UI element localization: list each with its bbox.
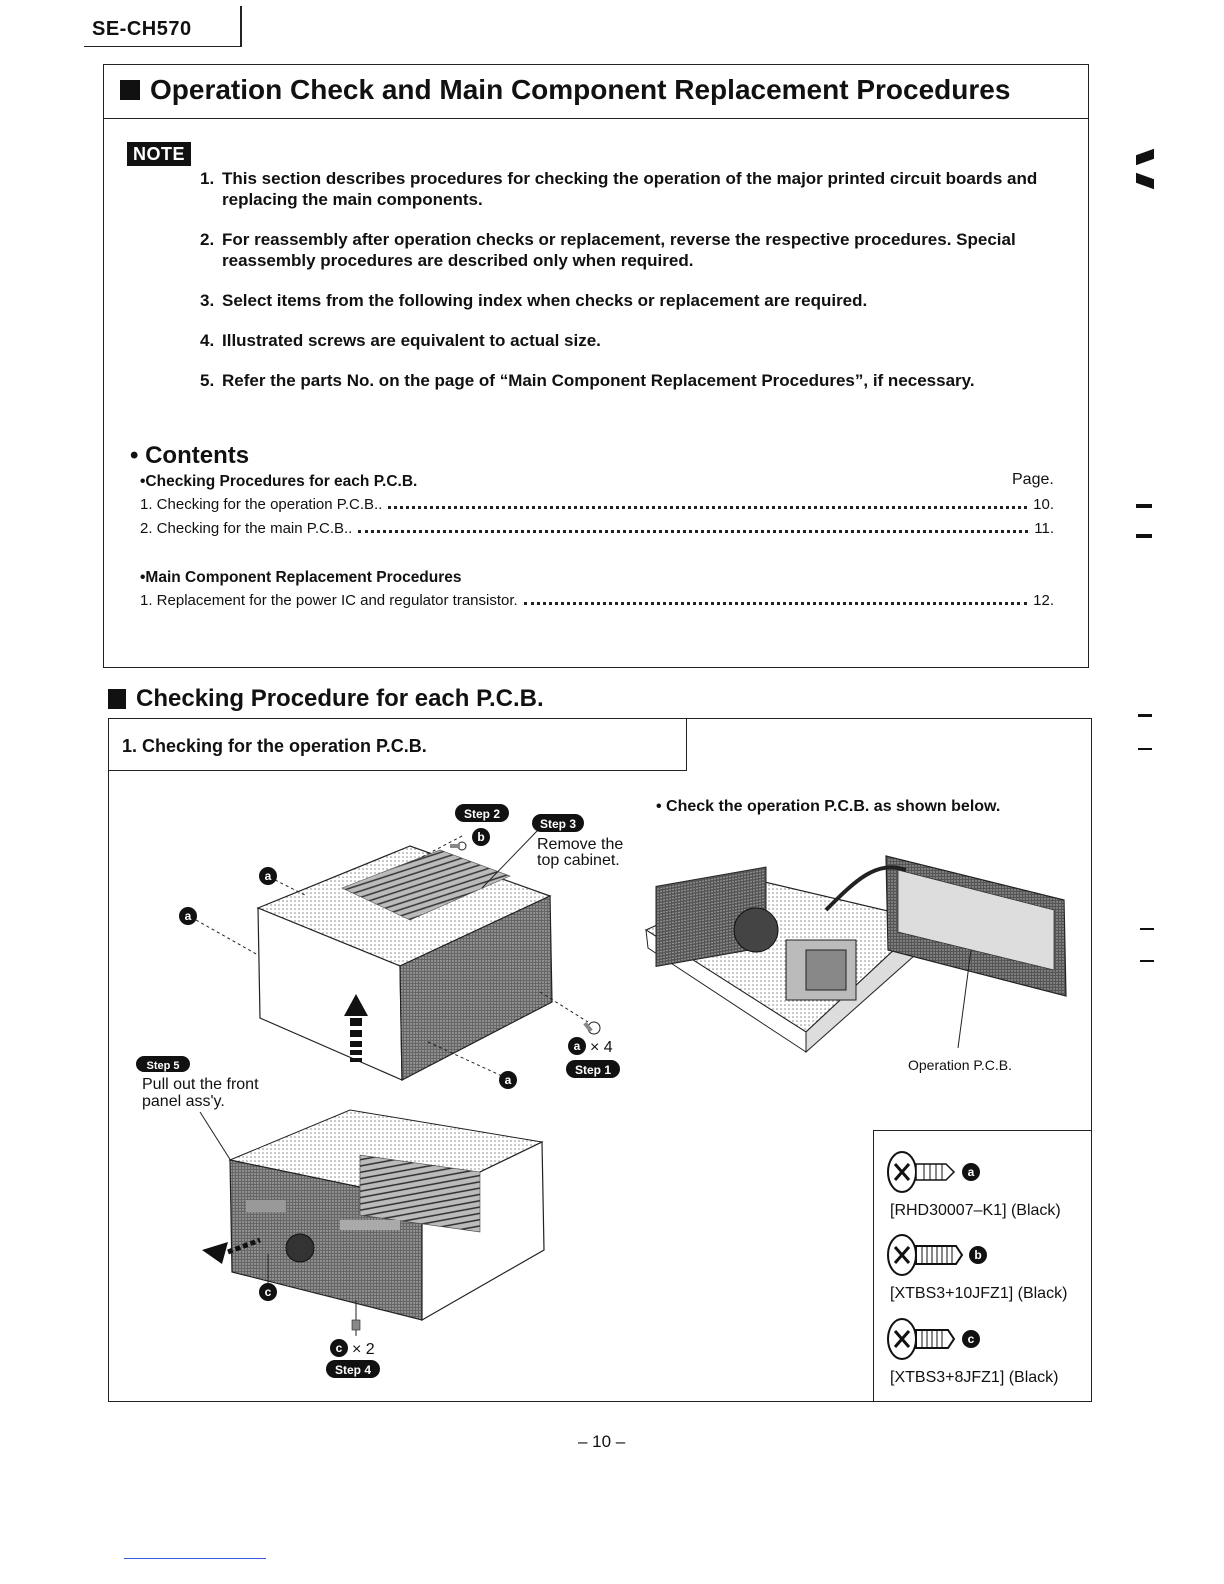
screw-part-code: [RHD30007–K1] (Black) — [890, 1202, 1061, 1219]
note-item: 1. This section describes procedures for checking the operation of the major printed circuit boards and replacing the main components. — [200, 169, 1038, 209]
screw-label-b — [472, 828, 490, 846]
contents-title: • Contents — [130, 442, 250, 469]
svg-text:a: a — [264, 869, 272, 883]
step3-leader — [482, 830, 538, 888]
header-divider — [240, 6, 242, 46]
disassembly-illustration — [110, 780, 650, 1395]
page-number: – 10 – — [578, 1432, 626, 1451]
header-underline — [84, 46, 242, 47]
svg-text:Step 3: Step 3 — [539, 817, 577, 831]
note-item: 3. Select items from the following index when checks or replacement are required. — [200, 291, 868, 310]
screw-part-code: [XTBS3+10JFZ1] (Black) — [890, 1285, 1068, 1302]
step2-badge — [455, 804, 509, 822]
svg-text:c: c — [264, 1285, 272, 1299]
svg-text:Step 1: Step 1 — [574, 1063, 612, 1077]
note-badge: NOTE — [127, 142, 191, 166]
margin-mark — [1140, 960, 1154, 962]
footer-rule — [124, 1558, 266, 1559]
step3-caption: Remove the — [537, 836, 624, 853]
screw-part-code: [XTBS3+8JFZ1] (Black) — [890, 1369, 1059, 1386]
step3-caption: top cabinet. — [537, 852, 620, 869]
screw-a-icon — [583, 1022, 600, 1034]
check-instruction: • Check the operation P.C.B. as shown below. — [656, 798, 1001, 815]
screw-a-icon — [884, 1150, 994, 1194]
screw-qty-a — [568, 1037, 613, 1056]
margin-mark — [1136, 149, 1154, 166]
note-item: 4. Illustrated screws are equivalent to actual size. — [200, 331, 601, 350]
note-list — [200, 168, 1040, 410]
svg-text:× 2: × 2 — [352, 1341, 375, 1358]
margin-mark — [1138, 748, 1152, 750]
screw-b-icon — [450, 842, 466, 850]
contents-group-title: •Checking Procedures for each P.C.B. — [140, 473, 418, 490]
svg-text:Step 5: Step 5 — [146, 1060, 180, 1072]
screw-label-a — [499, 1071, 517, 1089]
svg-text:c: c — [967, 1332, 975, 1346]
chassis-with-front-panel — [230, 1110, 544, 1320]
step5-badge — [136, 1056, 190, 1072]
screw-label-c — [259, 1283, 277, 1301]
top-cabinet — [258, 846, 552, 1080]
svg-text:a: a — [967, 1165, 975, 1179]
operation-pcb-label: Operation P.C.B. — [908, 1057, 1013, 1073]
section-title — [120, 74, 1010, 106]
screw-b-icon — [884, 1233, 994, 1277]
svg-text:a: a — [573, 1039, 581, 1053]
svg-text:Step 2: Step 2 — [463, 807, 501, 821]
step1-badge — [566, 1060, 620, 1078]
svg-text:a: a — [504, 1073, 512, 1087]
margin-mark — [1140, 928, 1154, 930]
svg-text:b: b — [974, 1248, 982, 1262]
section-title-text: Operation Check and Main Component Replacement Procedures — [150, 74, 1011, 105]
square-bullet-icon — [108, 689, 126, 709]
toc-entry[interactable]: 1. Checking for the operation P.C.B.. 10. — [140, 496, 1054, 513]
screw-c-icon — [884, 1317, 994, 1361]
step3-badge — [532, 814, 584, 832]
square-bullet-icon — [120, 80, 140, 100]
svg-text:Step 4: Step 4 — [334, 1363, 372, 1377]
svg-text:a: a — [184, 909, 192, 923]
step4-badge — [326, 1360, 380, 1378]
subsection-title: 1. Checking for the operation P.C.B. — [122, 736, 427, 756]
step5-caption: panel ass'y. — [142, 1093, 225, 1110]
margin-mark — [1136, 504, 1152, 508]
margin-mark — [1136, 534, 1152, 538]
screw-c-icon — [352, 1320, 360, 1330]
toc-entry[interactable]: 1. Replacement for the power IC and regulator transistor. 12. — [140, 592, 1054, 609]
note-item: 5. Refer the parts No. on the page of “Main Component Replacement Procedures”, if necessary. — [200, 371, 975, 390]
svg-text:× 4: × 4 — [590, 1039, 613, 1056]
step5-caption: Pull out the front — [142, 1076, 259, 1093]
operation-pcb-illustration — [636, 820, 1076, 1085]
page-column-label: Page. — [1012, 471, 1054, 488]
screw-label-a — [179, 907, 197, 925]
margin-mark — [1136, 173, 1154, 190]
screw-qty-c — [330, 1339, 375, 1358]
svg-text:c: c — [335, 1341, 343, 1355]
model-number: SE-CH570 — [92, 18, 192, 40]
procedures-title-divider — [103, 118, 1089, 119]
contents-group-title: •Main Component Replacement Procedures — [140, 569, 462, 586]
screw-label-a — [259, 867, 277, 885]
note-item: 2. For reassembly after operation checks or replacement, reverse the respective procedures. Special reassembly procedures are described only when required. — [200, 230, 1016, 270]
svg-text:b: b — [477, 830, 485, 844]
toc-entry[interactable]: 2. Checking for the main P.C.B.. 11. — [140, 520, 1054, 537]
section2-title: Checking Procedure for each P.C.B. — [108, 685, 544, 713]
margin-mark — [1138, 714, 1152, 717]
